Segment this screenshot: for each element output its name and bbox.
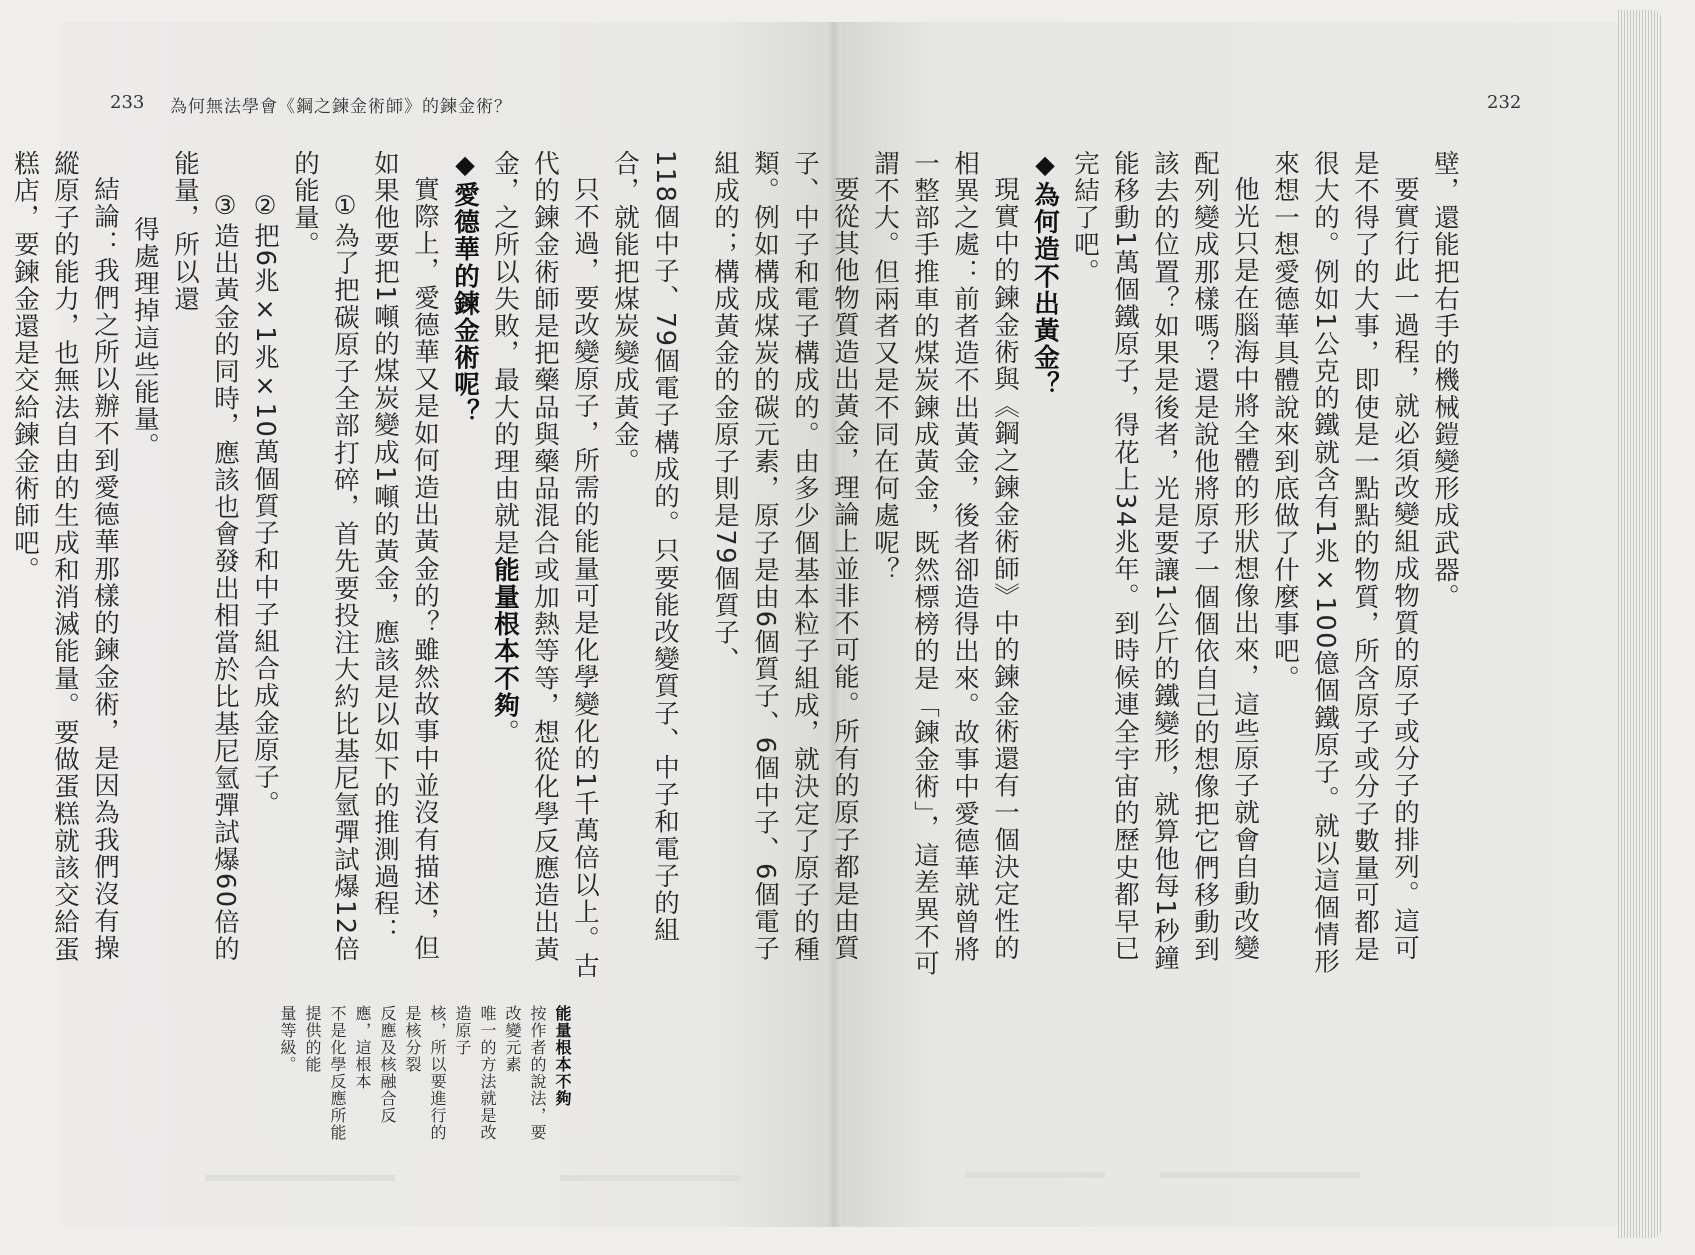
sidenote-line: 核，所以要進行的是核分裂: [403, 1005, 447, 1141]
paragraph: 壁，還能把右手的機械鎧變形成武器。: [1430, 150, 1460, 611]
paragraph: 要實行此一過程，就必須改變組成物質的原子或分子的排列。這可是不得了的大事，即使是一點點的物質，所含原子或分子數量可都是很大的。例如1公克的鐵就含有1兆×100億個鐵原子。就以這個情形來想一想愛德華具體說來到底做了什麼事吧。: [1270, 150, 1420, 976]
paragraph: 要從其他物質造出黃金，理論上並非不可能。所有的原子都是由質子、中子和電子構成的。由多少個基本粒子組成，就決定了原子的種類。例如構成煤炭的碳元素，原子是由6個質子、6個中子、6個電子組成的；構成黃金的金原子則是79個質子、: [710, 150, 860, 963]
left-page-body: [10, 150, 685, 980]
page-number-right: 232: [1487, 92, 1522, 113]
paragraph: 結論：我們之所以辦不到愛德華那樣的鍊金術，是因為我們沒有操縱原子的能力，也無法自由的生成和消滅能量。要做蛋糕就該交給蛋糕店，要鍊金還是交給鍊金術師吧。: [10, 150, 120, 963]
right-page-body: [710, 150, 1465, 980]
list-item: ①為了把碳原子全部打碎，首先要投注大約比基尼氫彈試爆12倍的能量。: [290, 150, 360, 963]
section-heading: ◆為何造不出黃金？: [1030, 150, 1060, 399]
sidenote: [278, 1005, 575, 1155]
show-through-line: [205, 1175, 395, 1181]
sidenote-line: 反應及核融合反應，這根本: [353, 1005, 397, 1124]
sidenote-line: 唯一的方法就是改造原子: [453, 1005, 497, 1141]
paragraph: 實際上，愛德華又是如何造出黃金的？雖然故事中並沒有描述，但如果他要把1噸的煤炭變成1噸的黃金，應該是以如下的推測過程：: [370, 150, 440, 962]
page-number-left: 233: [110, 92, 145, 113]
sidenote-title: 能量根本不夠: [553, 1005, 572, 1107]
show-through-line: [965, 1172, 1105, 1178]
sidenote-line: 量等級。: [278, 1005, 297, 1073]
show-through-line: [1160, 1172, 1360, 1178]
page-edges: [1618, 10, 1662, 1238]
paragraph: 他光只是在腦海中將全體的形狀想像出來，這些原子就會自動改變配列變成那樣嗎？還是說他將原子一個個依自己的想像把它們移動到該去的位置？如果是後者，光是要讓1公斤的鐵變形，就算他每1秒鐘能移動1萬個鐵原子，得花上34兆年。到時候連全宇宙的歷史都早已完結了吧。: [1070, 150, 1260, 972]
paragraph: 現實中的鍊金術與《鋼之鍊金術師》中的鍊金術還有一個決定性的相異之處：前者造不出黃金，後者卻造得出來。故事中愛德華就曾將一整部手推車的煤炭鍊成黃金，既然標榜的是「鍊金術」，這差異不可謂不大。但兩者又是不同在何處呢？: [870, 150, 1020, 978]
list-item-continuation: 得處理掉這些能量。: [130, 216, 160, 461]
show-through-line: [560, 1175, 740, 1181]
sidenote-line: 不是化學反應所能提供的能: [303, 1005, 347, 1141]
list-item: ③造出黃金的同時，應該也會發出相當於比基尼氫彈試爆60倍的能量，所以還: [170, 150, 240, 963]
paragraph: 只不過，要改變原子，所需的能量可是化學變化的1千萬倍以上。古代的鍊金術師是把藥品與藥品混合或加熱等等，想從化學反應造出黃金，之所以失敗，最大的理由就是能量根本不夠。: [490, 150, 600, 980]
sidenote-line: 按作者的說法，要改變元素: [503, 1005, 547, 1141]
list-item: ②把6兆×1兆×10萬個質子和中子組合成金原子。: [250, 190, 280, 818]
section-heading: ◆愛德華的鍊金術呢？: [450, 150, 480, 426]
running-head: 為何無法學會《鋼之鍊金術師》的鍊金術？: [170, 97, 512, 117]
emphasis-text: 能量根本不夠: [490, 556, 520, 720]
paragraph: 118個中子、79個電子構成的。只要能改變質子、中子和電子的組合，就能把煤炭變成黃金。: [610, 150, 680, 944]
